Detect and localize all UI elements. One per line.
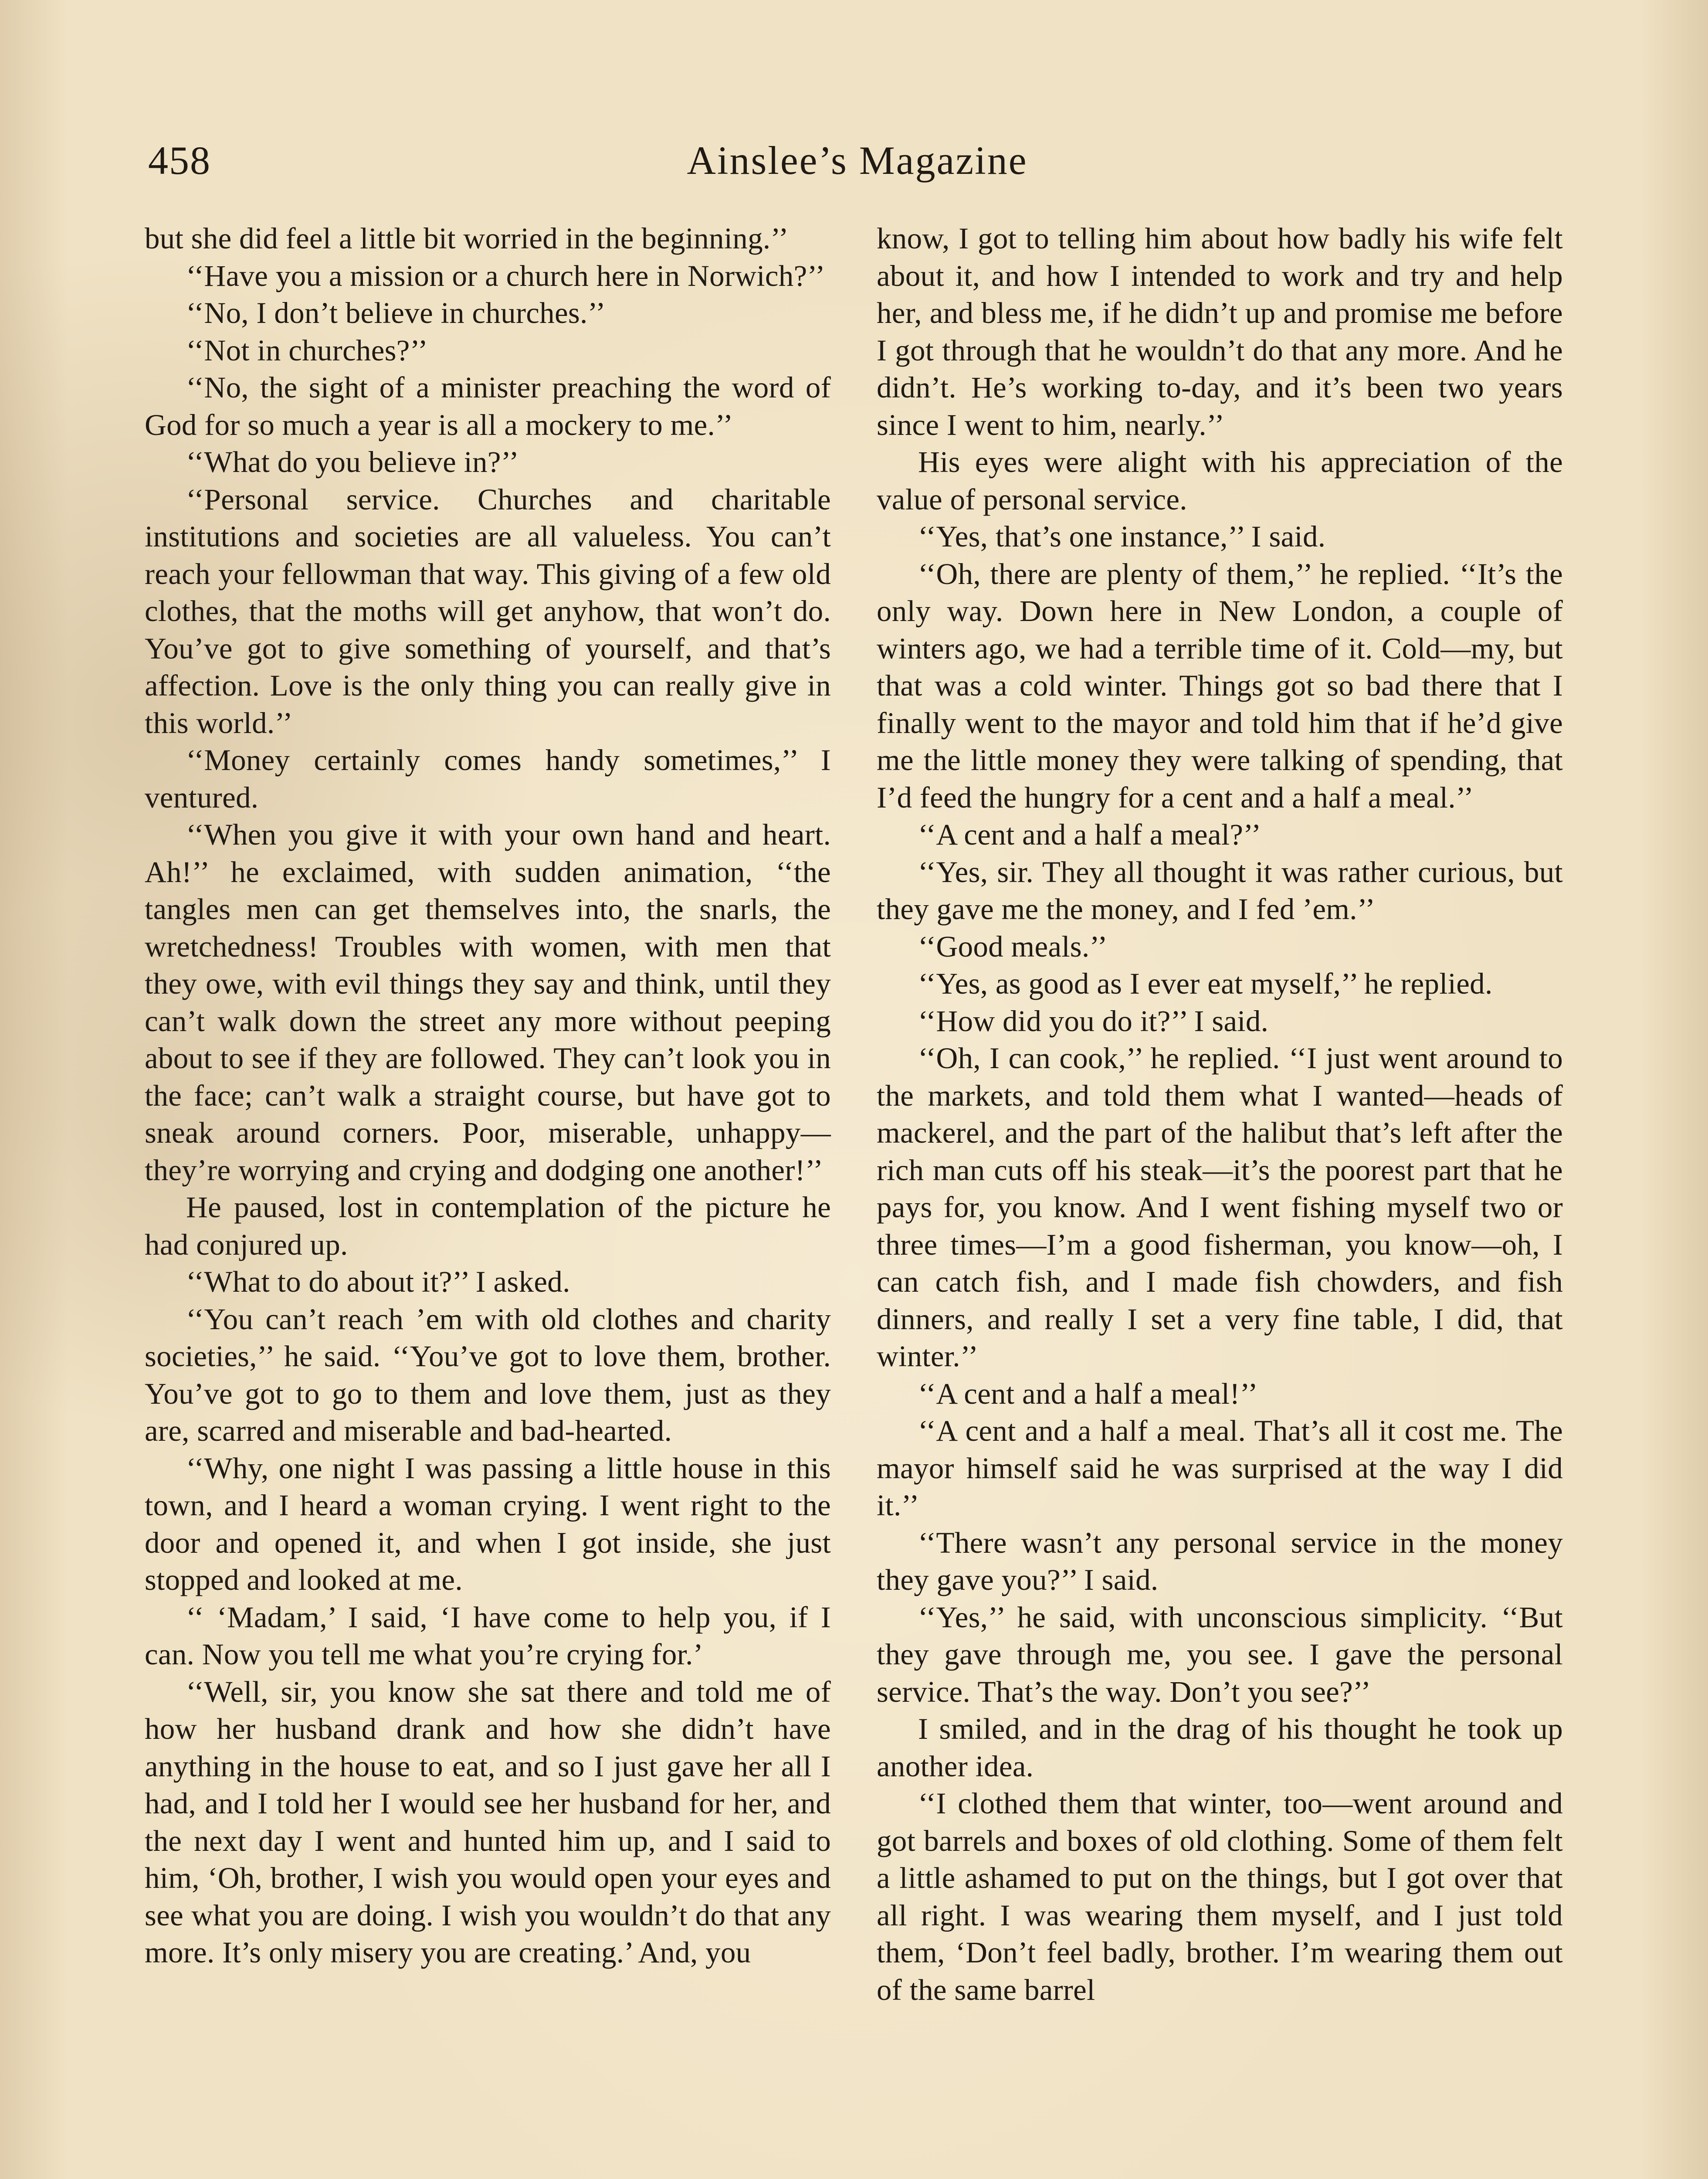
paragraph: ‘‘What to do about it?’’ I asked. xyxy=(186,1265,570,1298)
page-number: 458 xyxy=(148,138,211,183)
paragraph: ‘‘There wasn’t any personal service in the money they gave you?’’ I said. xyxy=(877,1526,1563,1596)
paragraph: ‘‘I clothed them that winter, too—went around and got barrels and boxes of old clothing. Some of them felt a little ashamed to put on the things, but I got over that all right. I was wearing them myself, and I just told them, ‘Don’t feel badly, brother. I’m wearing them out of the same barrel xyxy=(877,1787,1563,2006)
paragraph: know, I got to telling him about how badly his wife felt about it, and how I intended to work and try and help her, and bless me, if he didn’t up and promise me before I got through that he wouldn’t do that any more. And he didn’t. He’s working to-day, and it’s been two years since I went to him, nearly.’’ xyxy=(877,222,1563,441)
paragraph: ‘‘Oh, I can cook,’’ he replied. ‘‘I just went around to the markets, and told them what I wanted—heads of mackerel, and the part of the halibut that’s left after the rich man cuts off his steak—it’s the poorest part that he pays for, you know. And I went fishing myself two or three times—I’m a good fisherman, you know—oh, I can catch fish, and I made fish chowders, and fish dinners, and really I set a very fine table, I did, that winter.’’ xyxy=(877,1042,1563,1373)
paragraph: He paused, lost in contemplation of the picture he had conjured up. xyxy=(145,1191,831,1261)
paragraph: ‘‘Well, sir, you know she sat there and told me of how her husband drank and how she didn’t have anything in the house to eat, and so I just gave her all I had, and I told her I would see her husband for her, and the next day I went and hunted him up, and I said to him, ‘Oh, brother, I wish you would open your eyes and see what you are doing. I wish you wouldn’t do that any more. It’s only misery you are creating.’ And, you xyxy=(145,1675,831,1969)
paragraph: His eyes were alight with his appreciation of the value of personal service. xyxy=(877,445,1563,516)
page-header xyxy=(148,130,1566,191)
paragraph: ‘‘Money certainly comes handy sometimes,’’ I ventured. xyxy=(145,743,831,814)
paragraph: ‘‘Good meals.’’ xyxy=(918,930,1108,963)
paragraph: ‘‘A cent and a half a meal. That’s all it cost me. The mayor himself said he was surprised at the way I did it.’’ xyxy=(877,1414,1563,1522)
paragraph: ‘‘Personal service. Churches and charitable institutions and societies are all valueless. You can’t reach your fellowman that way. This giving of a few old clothes, that the moths will get anyhow, that won’t do. You’ve got to give something of yourself, and that’s affection. Love is the only thing you can really give in this world.’’ xyxy=(145,482,831,740)
paragraph: ‘‘A cent and a half a meal?’’ xyxy=(918,818,1261,851)
paragraph: ‘‘No, the sight of a minister preaching the word of God for so much a year is all a mockery to me.’’ xyxy=(145,371,831,441)
paragraph: ‘‘Why, one night I was passing a little house in this town, and I heard a woman crying. I went right to the door and opened it, and when I got inside, she just stopped and looked at me. xyxy=(145,1451,831,1596)
paragraph: ‘‘ ‘Madam,’ I said, ‘I have come to help you, if I can. Now you tell me what you’re crying for.’ xyxy=(145,1600,831,1671)
paragraph: I smiled, and in the drag of his thought he took up another idea. xyxy=(877,1712,1563,1783)
paragraph: ‘‘Yes, that’s one instance,’’ I said. xyxy=(918,520,1326,553)
paragraph: but she did feel a little bit worried in the beginning.’’ xyxy=(145,222,789,255)
paragraph: ‘‘Have you a mission or a church here in Norwich?’’ xyxy=(186,259,825,292)
paragraph: ‘‘Not in churches?’’ xyxy=(186,333,428,367)
paragraph: ‘‘Yes,’’ he said, with unconscious simplicity. ‘‘But they gave through me, you see. I gave the personal service. That’s the way. Don’t you see?’’ xyxy=(877,1600,1563,1708)
paragraph: ‘‘Oh, there are plenty of them,’’ he replied. ‘‘It’s the only way. Down here in New London, a couple of winters ago, we had a terrible time of it. Cold—my, but that was a cold winter. Things got so bad there that I finally went to the mayor and told him that if he’d give me the little money they were talking of spending, that I’d feed the hungry for a cent and a half a meal.’’ xyxy=(877,557,1563,814)
paragraph: ‘‘You can’t reach ’em with old clothes and charity societies,’’ he said. ‘‘You’ve got to love them, brother. You’ve got to go to them and love them, just as they are, scarred and miserable and bad-hearted. xyxy=(145,1302,831,1447)
paragraph: ‘‘Yes, sir. They all thought it was rather curious, but they gave me the money, and I fed ’em.’’ xyxy=(877,855,1563,926)
paragraph: ‘‘No, I don’t believe in churches.’’ xyxy=(186,296,606,329)
text-column-right xyxy=(877,220,1563,2009)
text-column-left xyxy=(145,220,831,1972)
paragraph: ‘‘How did you do it?’’ I said. xyxy=(918,1004,1269,1038)
paragraph: ‘‘A cent and a half a meal!’’ xyxy=(918,1377,1258,1410)
paragraph: ‘‘Yes, as good as I ever eat myself,’’ he replied. xyxy=(918,967,1493,1000)
running-title: Ainslee’s Magazine xyxy=(687,138,1028,183)
paragraph: ‘‘What do you believe in?’’ xyxy=(186,445,519,479)
paragraph: ‘‘When you give it with your own hand and heart. Ah!’’ he exclaimed, with sudden animation, ‘‘the tangles men can get themselves into, the snarls, the wretchedness! Troubles with women, with men that they owe, with evil things they say and think, until they can’t walk down the street any more without peeping about to see if they are followed. They can’t look you in the face; can’t walk a straight course, but have got to sneak around corners. Poor, miserable, unhappy—they’re worrying and crying and dodging one another!’’ xyxy=(145,818,831,1187)
